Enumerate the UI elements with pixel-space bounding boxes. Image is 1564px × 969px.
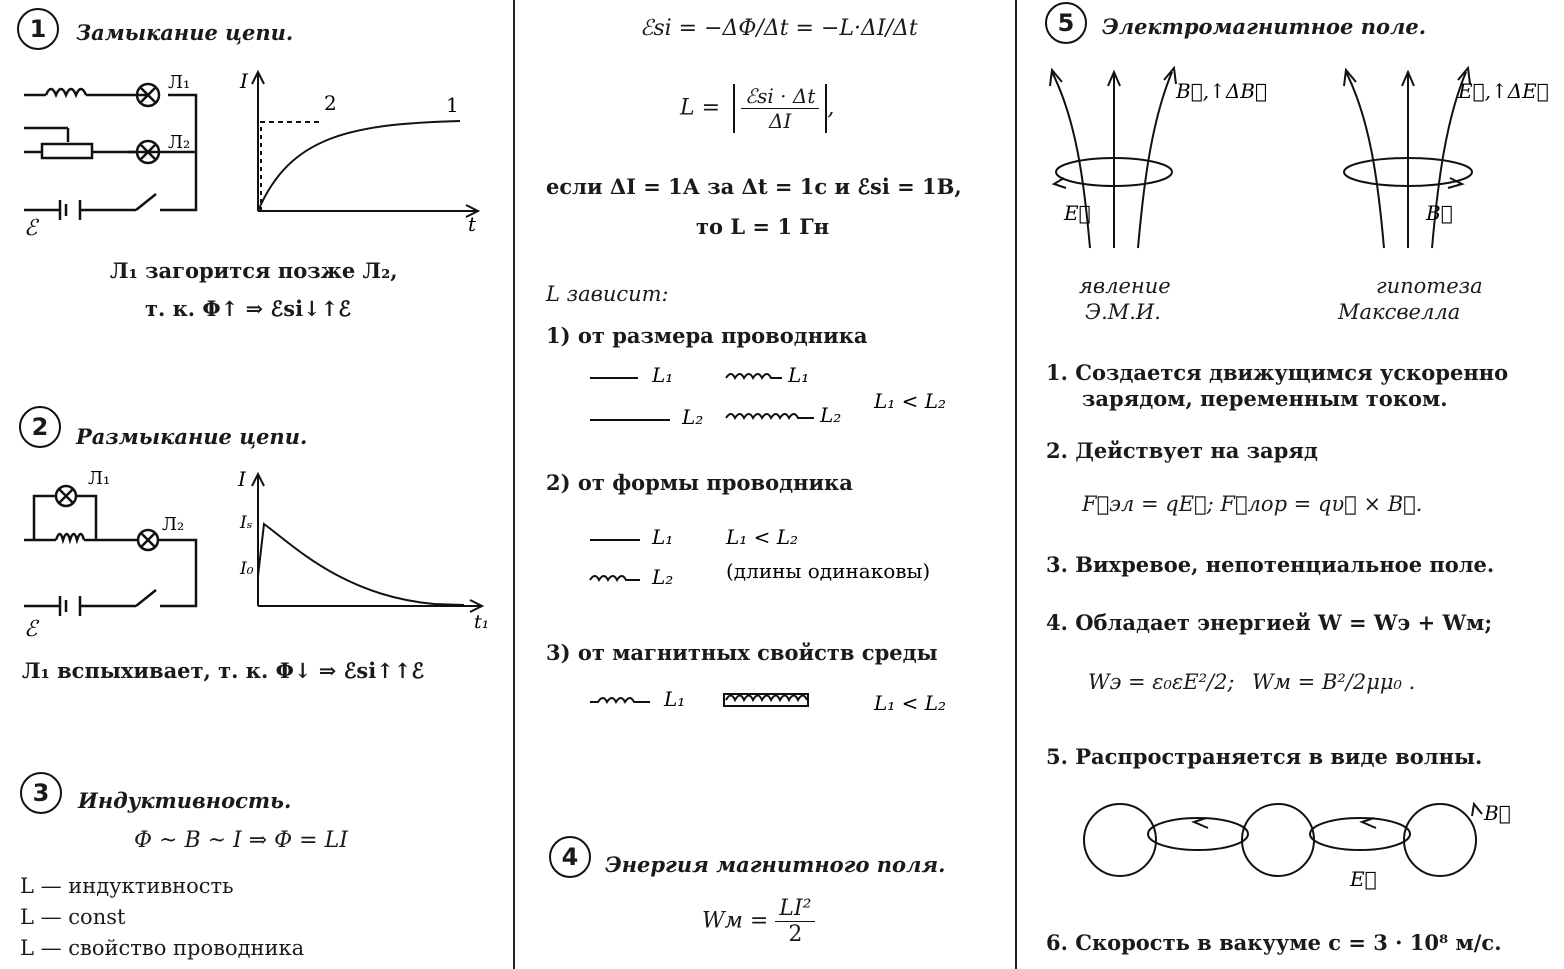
shape-comparison: L₁ < L₂	[726, 525, 799, 549]
l1-medium: L₁	[664, 687, 686, 711]
em-property-3: 3. Вихревое, непотенциальное поле.	[1046, 552, 1495, 577]
lamp2-label-s2: Л₂	[162, 514, 185, 535]
medium-comparison: L₁ < L₂	[874, 691, 947, 715]
same-length-note: (длины одинаковы)	[726, 559, 931, 583]
lamp1-label-s2: Л₁	[88, 468, 111, 489]
axis-t-s1: t	[468, 212, 477, 236]
is-label: Iₛ	[240, 513, 253, 533]
inductance-depends-heading: L зависит:	[546, 282, 669, 306]
maxwell-hypothesis-diagram	[1334, 60, 1564, 260]
magnetic-energy-density-formula: Wм = B²/2μμ₀ .	[1252, 670, 1416, 694]
em-property-6: 6. Скорость в вакууме c = 3 · 10⁸ м/с.	[1046, 930, 1502, 955]
s1-conclusion-line2: т. к. Φ↑ ⇒ ℰsi↓↑ℰ	[145, 296, 351, 321]
section-number-5: 5	[1045, 2, 1087, 44]
electric-energy-formula: Wэ = ε₀εE²/2;	[1088, 670, 1235, 694]
inductance-numerator: ℰsi · Δt	[741, 84, 819, 109]
size-conductors-sketch	[586, 360, 986, 430]
column-divider-right	[1015, 0, 1017, 969]
emf-label-1: ℰ	[24, 216, 38, 241]
s1-conclusion-line1: Л₁ загорится позже Л₂,	[110, 258, 398, 283]
magnetic-energy-numerator: LI²	[775, 896, 815, 922]
e-delta-e-label: E⃗,↑ΔE⃗	[1458, 79, 1549, 103]
caption-emi: Э.М.И.	[1085, 300, 1161, 324]
s2-conclusion: Л₁ вспыхивает, т. к. Φ↓ ⇒ ℰsi↑↑ℰ	[22, 658, 425, 683]
medium-conductors-sketch	[586, 680, 986, 730]
em-property-5: 5. Распространяется в виде волны.	[1046, 744, 1483, 769]
section-1-title: Замыкание цепи.	[76, 20, 294, 45]
l2-shape: L₂	[652, 565, 674, 589]
inductance-item-2: L — const	[20, 905, 126, 929]
caption-maxwell: Максвелла	[1338, 300, 1461, 324]
lamp2-label-s1: Л₂	[168, 132, 191, 153]
inductance-denominator: ΔI	[769, 109, 792, 133]
em-wave-diagram	[1080, 790, 1510, 900]
lamp1-label-s1: Л₁	[168, 72, 191, 93]
em-property-4: 4. Обладает энергией W = Wэ + Wм;	[1046, 610, 1493, 635]
em-property-1b: зарядом, переменным током.	[1082, 386, 1448, 411]
caption-phenomenon: явление	[1079, 274, 1171, 298]
depends-size: 1) от размера проводника	[546, 323, 868, 348]
current-decay-graph	[234, 466, 494, 636]
magnetic-energy-denominator: 2	[788, 922, 803, 947]
section-number-3: 3	[20, 772, 62, 814]
curve-2-label: 2	[324, 91, 337, 115]
inductance-flux-formula: Φ ~ B ~ I ⇒ Φ = LI	[134, 828, 348, 853]
opening-circuit-diagram	[20, 466, 220, 642]
inductance-lhs: L =	[680, 95, 721, 121]
depends-medium: 3) от магнитных свойств среды	[546, 640, 938, 665]
inductance-item-1: L — индуктивность	[20, 874, 234, 898]
caption-hypothesis: гипотеза	[1376, 274, 1483, 298]
emf-label-2: ℰ	[24, 617, 38, 642]
axis-i-s1: I	[240, 69, 248, 93]
self-induction-emf-formula: ℰsi = −ΔΦ/Δt = −L·ΔI/Δt	[640, 16, 918, 41]
io-label: I₀	[240, 559, 254, 579]
axis-i-s2: I	[238, 467, 246, 491]
axis-t-s2: t₁	[474, 611, 490, 633]
curve-1-label: 1	[446, 93, 459, 117]
em-property-1a: 1. Создается движущимся ускоренно	[1046, 360, 1509, 385]
section-number-1: 1	[17, 8, 59, 50]
henry-condition: если ΔI = 1А за Δt = 1с и ℰsi = 1В,	[546, 174, 962, 199]
l2-coil-long: L₂	[820, 403, 842, 427]
section-5-title: Электромагнитное поле.	[1102, 14, 1427, 39]
shape-conductors-sketch	[586, 520, 986, 590]
l1-coil-short: L₁	[788, 363, 810, 387]
inductance-item-3: L — свойство проводника	[20, 936, 305, 960]
section-number-2: 2	[19, 406, 61, 448]
em-force-formulas: F⃗эл = qE⃗; F⃗лор = qυ⃗ × B⃗.	[1082, 492, 1423, 516]
b-vector-label-1: B⃗	[1426, 201, 1453, 225]
section-number-4: 4	[549, 836, 591, 878]
closing-circuit-diagram	[20, 70, 220, 240]
column-divider-left	[513, 0, 515, 969]
section-2-title: Размыкание цепи.	[76, 424, 308, 449]
e-vector-label-2: E⃗	[1350, 867, 1377, 891]
l1-shape: L₁	[652, 525, 674, 549]
l1-straight-short: L₁	[652, 363, 674, 387]
magnetic-energy-formula	[702, 896, 815, 947]
henry-result: то L = 1 Гн	[696, 214, 830, 239]
section-4-title: Энергия магнитного поля.	[605, 852, 946, 877]
em-induction-field-diagram	[1040, 60, 1280, 260]
b-delta-b-label: B⃗,↑ΔB⃗	[1176, 79, 1267, 103]
b-vector-label-2: B⃗	[1484, 801, 1511, 825]
l2-straight-long: L₂	[682, 405, 704, 429]
current-rise-graph	[240, 66, 480, 236]
inductance-definition: L = $\frac{\text{ℰsi · Δt}}{\Delta I}$ ,	[680, 84, 835, 133]
e-vector-label-1: E⃗	[1064, 201, 1091, 225]
depends-shape: 2) от формы проводника	[546, 470, 853, 495]
em-property-2: 2. Действует на заряд	[1046, 438, 1318, 463]
magnetic-energy-lhs: Wм =	[702, 908, 769, 934]
size-comparison: L₁ < L₂	[874, 389, 947, 413]
section-3-title: Индуктивность.	[78, 788, 292, 813]
